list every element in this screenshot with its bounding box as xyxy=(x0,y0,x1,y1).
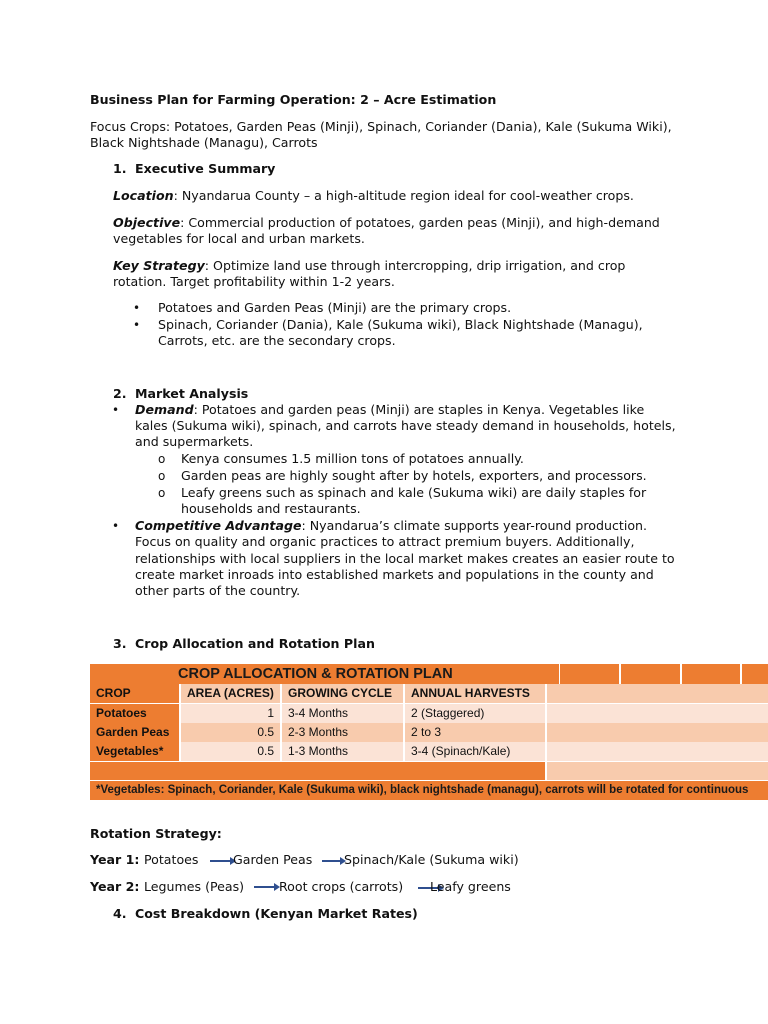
document-title: Business Plan for Farming Operation: 2 – Acre Estimation xyxy=(90,92,497,107)
bullet-icon: • xyxy=(133,301,141,315)
table-title-empty-cell xyxy=(560,664,619,684)
table-row-crop: Potatoes xyxy=(90,704,179,723)
competitive-line1 xyxy=(135,518,647,534)
bullet-icon: • xyxy=(133,318,141,332)
arrow-right-icon xyxy=(254,886,278,888)
table-footnote: *Vegetables: Spinach, Coriander, Kale (Sukuma wiki), black nightshade (managu), carrots will be rotated for continuous xyxy=(90,781,768,800)
table-empty-cell xyxy=(547,704,768,723)
table-title-empty-cell xyxy=(621,664,680,684)
competitive-label: Competitive Advantage xyxy=(135,518,302,533)
year1-crop-potatoes: Potatoes xyxy=(144,852,199,867)
table-empty-cell xyxy=(547,723,768,742)
table-title-empty-cell xyxy=(682,664,740,684)
table-row-cycle: 3-4 Months xyxy=(282,704,403,723)
objective-text: : Commercial production of potatoes, garden peas (Minji), and high-demand xyxy=(180,215,660,230)
secondary-crops-bullet-line2: Carrots, etc. are the secondary crops. xyxy=(158,333,396,348)
demand-line3: and supermarkets. xyxy=(135,434,254,449)
section-2-number: 2. xyxy=(113,386,127,401)
table-empty-cell xyxy=(547,684,768,703)
secondary-crops-bullet-line1: Spinach, Coriander (Dania), Kale (Sukuma wiki), Black Nightshade (Managu), xyxy=(158,317,643,332)
table-blank-row xyxy=(90,762,545,780)
table-title: CROP ALLOCATION & ROTATION PLAN xyxy=(90,664,559,684)
strategy-paragraph-line2: rotation. Target profitability within 1-2 years. xyxy=(113,274,395,289)
year1-label: Year 1: xyxy=(90,852,140,867)
section-4-number: 4. xyxy=(113,906,127,921)
table-header-cell: GROWING CYCLE xyxy=(282,684,403,703)
year1-crop-spinach-kale: Spinach/Kale (Sukuma wiki) xyxy=(344,852,519,867)
table-title-empty-cell xyxy=(742,664,768,684)
table-row-crop: Garden Peas xyxy=(90,723,179,742)
strategy-text: : Optimize land use through intercropping, drip irrigation, and crop xyxy=(204,258,626,273)
sub-bullet-peas: Garden peas are highly sought after by hotels, exporters, and processors. xyxy=(181,468,647,483)
sub-bullet-icon: o xyxy=(158,469,166,483)
rotation-heading: Rotation Strategy: xyxy=(90,826,222,841)
year2-crop-leafy: Leafy greens xyxy=(430,879,511,894)
location-text: : Nyandarua County – a high-altitude region ideal for cool-weather crops. xyxy=(173,188,634,203)
sub-bullet-icon: o xyxy=(158,452,166,466)
competitive-text: : Nyandarua’s climate supports year-round production. xyxy=(301,518,648,533)
table-empty-cell xyxy=(547,742,768,761)
focus-crops-line2: Black Nightshade (Managu), Carrots xyxy=(90,135,318,150)
primary-crops-bullet: Potatoes and Garden Peas (Minji) are the primary crops. xyxy=(158,300,512,315)
competitive-line3: relationships with local suppliers in the local market makes creates an easier route to xyxy=(135,551,675,566)
year2-crop-root: Root crops (carrots) xyxy=(279,879,404,894)
table-row-harvests: 2 to 3 xyxy=(405,723,545,742)
location-paragraph xyxy=(113,188,634,204)
sub-bullet-icon: o xyxy=(158,486,166,500)
table-row-cycle: 2-3 Months xyxy=(282,723,403,742)
year2-crop-legumes: Legumes (Peas) xyxy=(144,879,245,894)
crop-allocation-table xyxy=(90,664,768,800)
table-header-cell: ANNUAL HARVESTS xyxy=(405,684,545,703)
competitive-line4: create market inroads into established markets and populations in the county and xyxy=(135,567,654,582)
focus-crops-line1: Focus Crops: Potatoes, Garden Peas (Minji), Spinach, Coriander (Dania), Kale (Sukuma Wiki), xyxy=(90,119,672,134)
table-row-crop: Vegetables* xyxy=(90,742,179,761)
sub-bullet-greens-line2: households and restaurants. xyxy=(181,501,361,516)
strategy-paragraph-line1 xyxy=(113,258,625,274)
year2-label: Year 2: xyxy=(90,879,140,894)
section-1-heading: Executive Summary xyxy=(135,161,276,176)
objective-paragraph-line2: vegetables for local and urban markets. xyxy=(113,231,365,246)
sub-bullet-potatoes: Kenya consumes 1.5 million tons of potatoes annually. xyxy=(181,451,524,466)
objective-paragraph-line1 xyxy=(113,215,660,231)
demand-line1 xyxy=(135,402,644,418)
bullet-icon: • xyxy=(112,519,120,533)
objective-label: Objective xyxy=(113,215,181,230)
section-4-heading: Cost Breakdown (Kenyan Market Rates) xyxy=(135,906,418,921)
arrow-right-icon xyxy=(322,860,344,862)
demand-line2: kales (Sukuma wiki), spinach, and carrots have steady demand in households, hotels, xyxy=(135,418,676,433)
section-2-heading: Market Analysis xyxy=(135,386,249,401)
location-label: Location xyxy=(113,188,174,203)
table-row-harvests: 2 (Staggered) xyxy=(405,704,545,723)
table-row-harvests: 3-4 (Spinach/Kale) xyxy=(405,742,545,761)
section-3-number: 3. xyxy=(113,636,127,651)
section-3-heading: Crop Allocation and Rotation Plan xyxy=(135,636,375,651)
section-1-number: 1. xyxy=(113,161,127,176)
arrow-right-icon xyxy=(210,860,234,862)
demand-text: : Potatoes and garden peas (Minji) are staples in Kenya. Vegetables like xyxy=(193,402,645,417)
table-header-cell: AREA (ACRES) xyxy=(181,684,280,703)
table-empty-cell xyxy=(547,762,768,780)
bullet-icon: • xyxy=(112,403,120,417)
competitive-line2: Focus on quality and organic practices to attract premium buyers. Additionally, xyxy=(135,534,635,549)
table-header-cell: CROP xyxy=(90,684,179,703)
table-row-area: 1 xyxy=(181,704,280,723)
table-row-area: 0.5 xyxy=(181,742,280,761)
demand-label: Demand xyxy=(135,402,194,417)
table-row-cycle: 1-3 Months xyxy=(282,742,403,761)
strategy-label: Key Strategy xyxy=(113,258,205,273)
competitive-line5: other parts of the country. xyxy=(135,583,301,598)
year1-crop-peas: Garden Peas xyxy=(233,852,313,867)
table-row-area: 0.5 xyxy=(181,723,280,742)
sub-bullet-greens-line1: Leafy greens such as spinach and kale (Sukuma wiki) are daily staples for xyxy=(181,485,647,500)
